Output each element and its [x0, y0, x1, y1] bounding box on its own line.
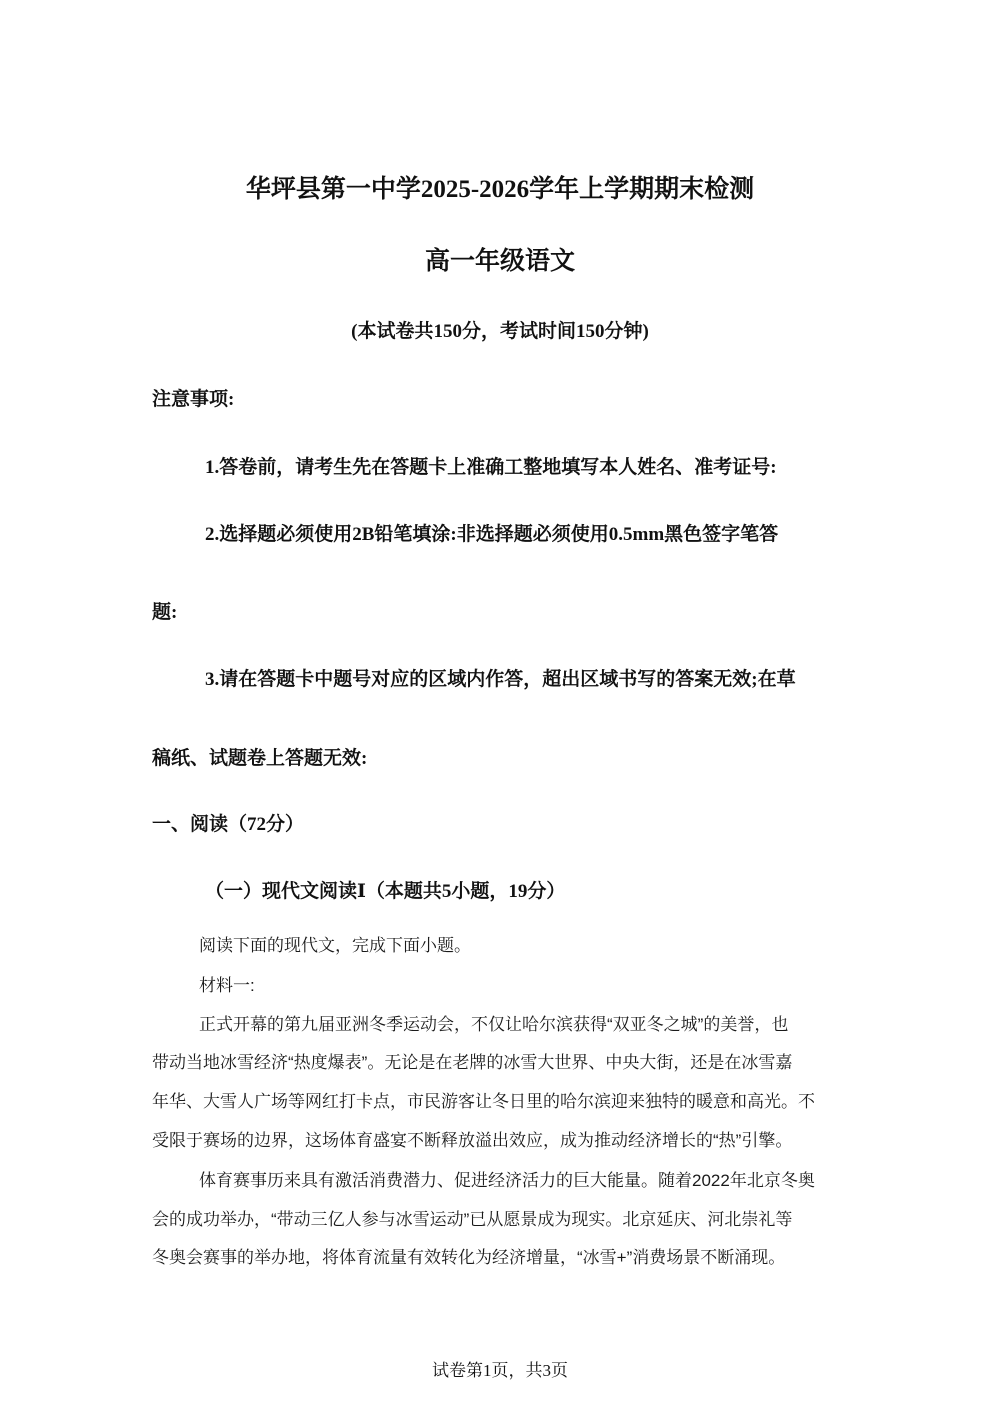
exam-title: 华坪县第一中学2025-2026学年上学期期末检测	[245, 176, 755, 203]
note-item-3-line-1: 3.请在答题卡中题号对应的区域内作答，超出区域书写的答案无效;在草	[205, 669, 796, 690]
exam-subtitle: 高一年级语文	[424, 248, 575, 275]
paragraph-1-line-3: 年华、大雪人广场等网红打卡点，市民游客让冬日里的哈尔滨迎来独特的暖意和高光。不	[152, 1092, 815, 1111]
reading-instruction: 阅读下面的现代文，完成下面小题。	[199, 936, 471, 955]
note-item-2-line-1: 2.选择题必须使用2B铅笔填涂:非选择题必须使用0.5mm黑色签字笔答	[205, 524, 779, 545]
page-footer: 试卷第1页，共3页	[432, 1361, 568, 1380]
subsection-heading: （一）现代文阅读Ⅰ（本题共5小题，19分）	[205, 881, 566, 902]
paragraph-2-line-2: 会的成功举办，“带动三亿人参与冰雪运动”已从愿景成为现实。北京延庆、河北崇礼等	[152, 1210, 793, 1229]
section-heading: 一、阅读（72分）	[152, 814, 305, 835]
note-item-1: 1.答卷前，请考生先在答题卡上准确工整地填写本人姓名、准考证号:	[205, 457, 777, 478]
paragraph-2-line-3: 冬奥会赛事的举办地，将体育流量有效转化为经济增量，“冰雪+”消费场景不断涌现。	[152, 1248, 786, 1267]
exam-info: (本试卷共150分，考试时间150分钟)	[351, 321, 649, 342]
note-item-2-line-2: 题:	[152, 602, 178, 623]
paragraph-1-line-4: 受限于赛场的边界，这场体育盛宴不断释放溢出效应，成为推动经济增长的“热”引擎。	[152, 1131, 793, 1150]
material-label: 材料一:	[199, 976, 255, 995]
paragraph-1-line-1: 正式开幕的第九届亚洲冬季运动会，不仅让哈尔滨获得“双亚冬之城”的美誉，也	[199, 1015, 789, 1034]
paragraph-1-line-2: 带动当地冰雪经济“热度爆表”。无论是在老牌的冰雪大世界、中央大街，还是在冰雪嘉	[152, 1053, 793, 1072]
notes-heading: 注意事项:	[152, 389, 235, 410]
paragraph-2-line-1: 体育赛事历来具有激活消费潜力、促进经济活力的巨大能量。随着2022年北京冬奥	[199, 1171, 815, 1190]
note-item-3-line-2: 稿纸、试题卷上答题无效:	[152, 748, 368, 769]
